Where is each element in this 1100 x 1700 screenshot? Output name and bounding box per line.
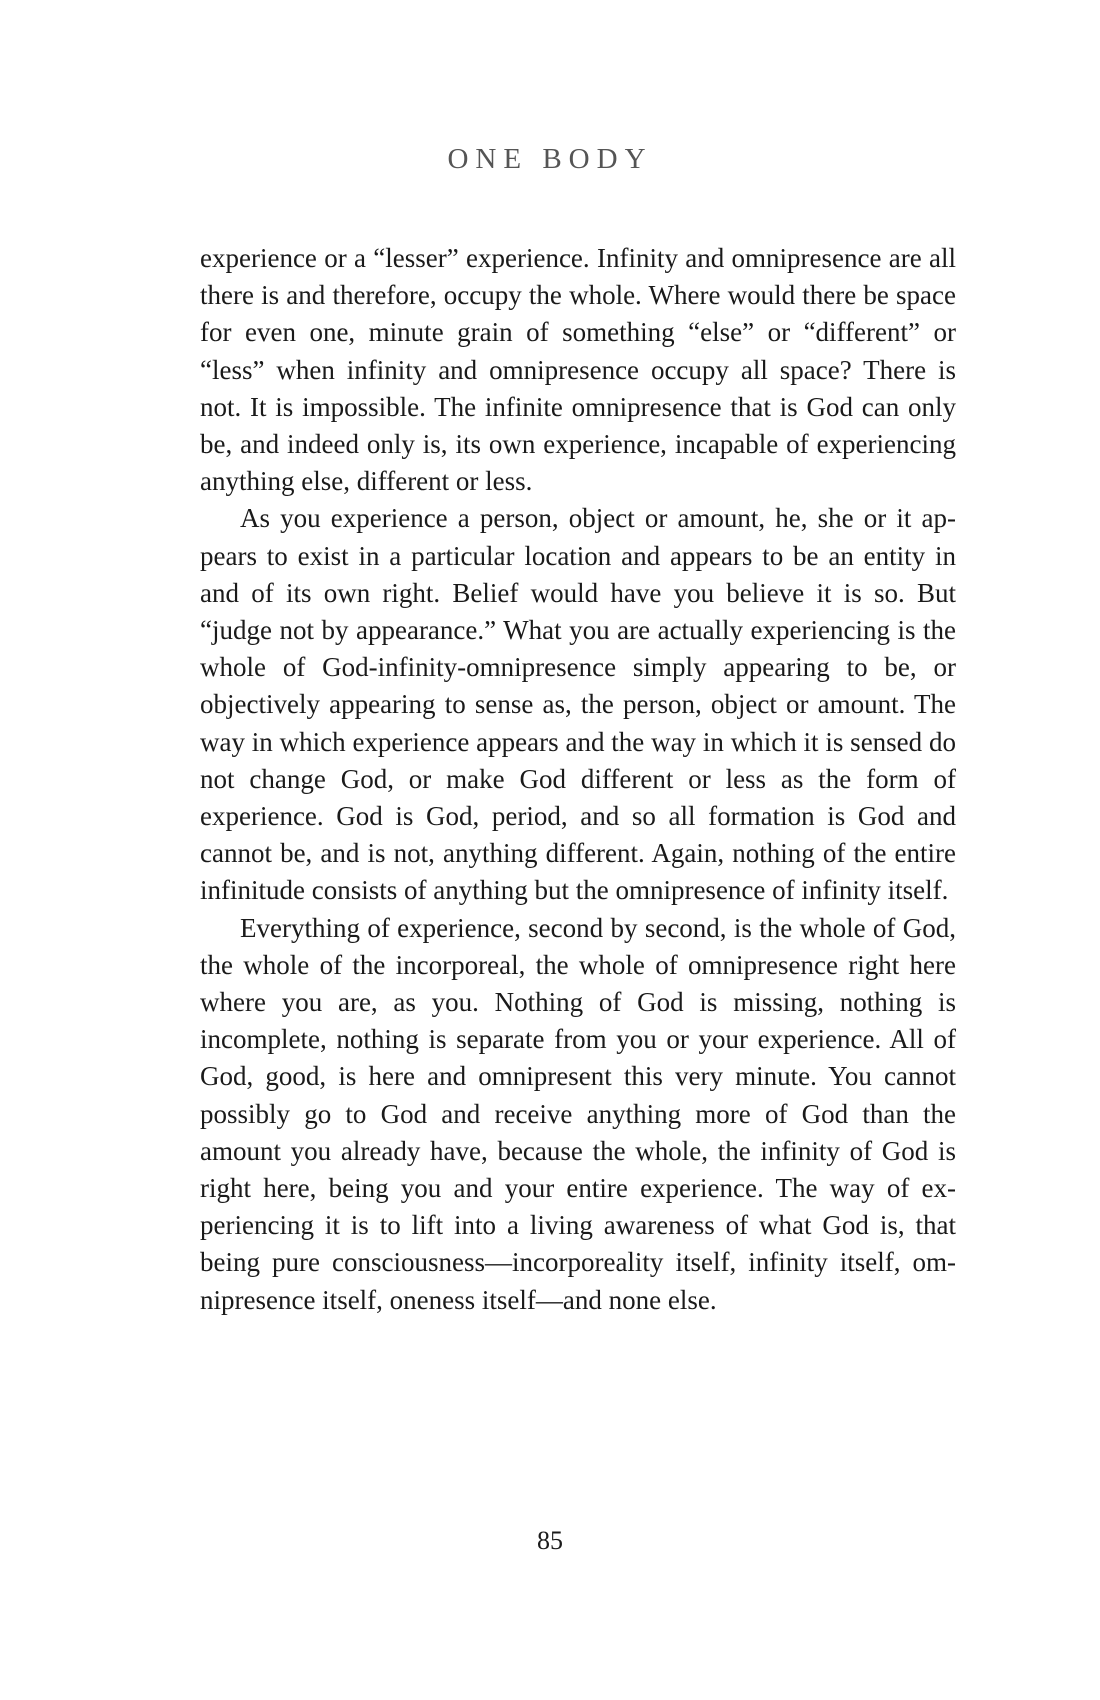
page-number: 85	[537, 1526, 563, 1555]
paragraph-2: As you experience a person, object or amount, he, she or it appears to exist in a particular location and appears to be an entity in and of its own right. Belief would have you believe it is so. But “judge not by appearance.” What you are actually experiencing is the whole of God-infinity-omnipresence simply appearing to be, or objectively appearing to sense as, the person, object or amount. The way in which experience appears and the way in which it is sensed do not change God, or make God different or less as the form of experience. God is God, period, and so all formation is God and cannot be, and is not, anything different. Again, nothing of the entire infinitude consists of anything but the omnipresence of infinity itself.	[200, 503, 956, 906]
running-head: ONE BODY	[447, 143, 653, 175]
paragraph-1: experience or a “lesser” experience. Infinity and omnipresence are all there is and therefore, occupy the whole. Where would there be space for even one, minute grain of something “else” or “different” or “less” when infinity and omnipresence occupy all space? There is not. It is impossible. The infinite omnipresence that is God can only be, and indeed only is, its own experience, incapable of experiencing anything else, different or less.	[200, 243, 956, 497]
body-text	[200, 240, 956, 1319]
paragraph-3: Everything of experience, second by second, is the whole of God, the whole of the incorporeal, the whole of omnipresence right here where you are, as you. Nothing of God is missing, nothing is incomplete, nothing is separate from you or your experience. All of God, good, is here and omnipresent this very minute. You cannot possibly go to God and receive anything more of God than the amount you already have, because the whole, the infinity of God is right here, being you and your entire experience. The way of experiencing it is to lift into a living awareness of what God is, that being pure consciousness—incorporeality itself, infinity itself, omnipresence itself, oneness itself—and none else.	[200, 912, 956, 1315]
